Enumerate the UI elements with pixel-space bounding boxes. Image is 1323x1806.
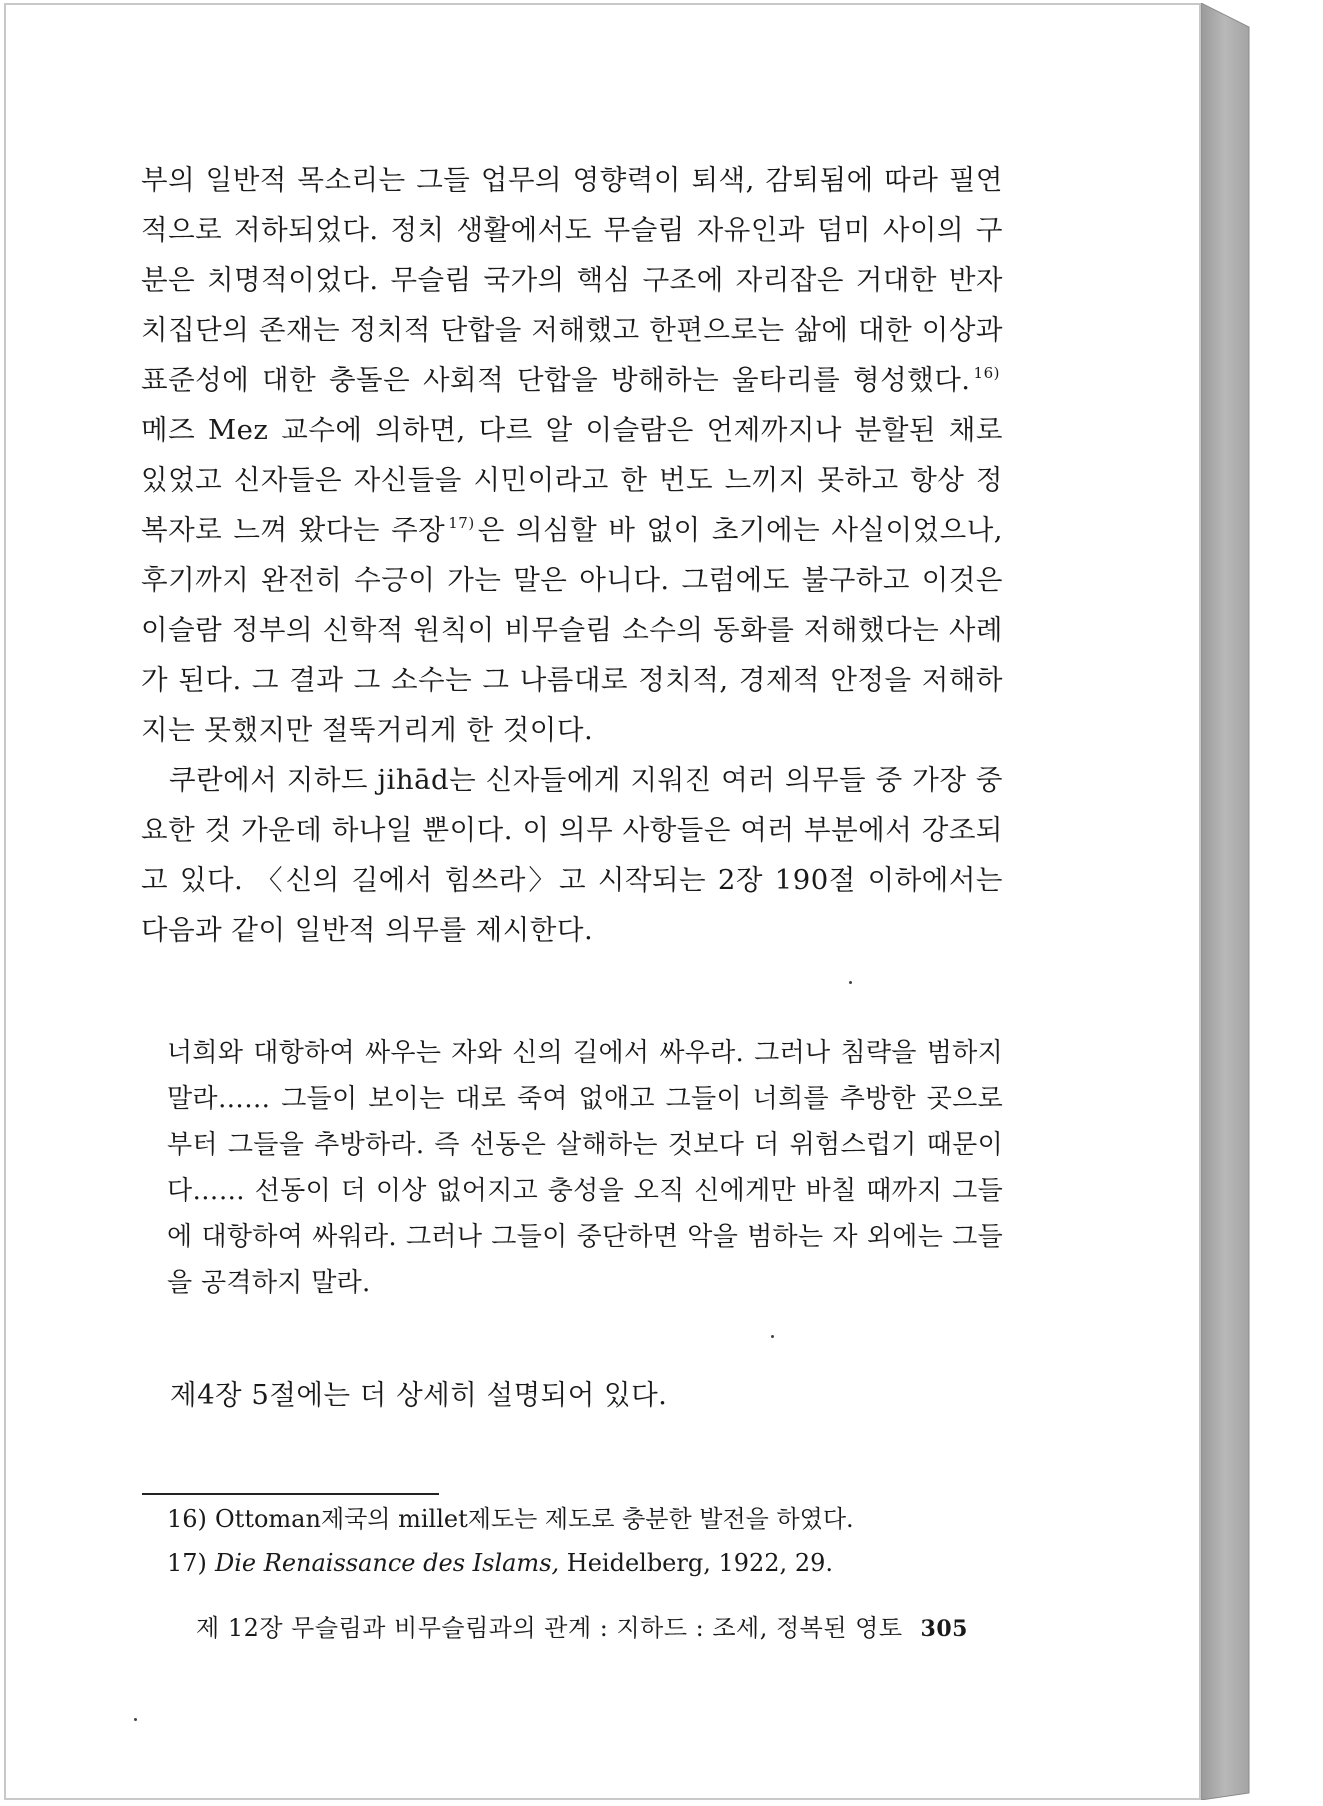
- footnotes: [167, 1497, 1007, 1585]
- paragraph-1-part-a: 부의 일반적 목소리는 그들 업무의 영향력이 퇴색, 감퇴됨에 따라 필연적으로 저하되었다. 정치 생활에서도 무슬림 자유인과 덤미 사이의 구분은 치명적이었다. 무슬림 국가의 핵심 구조에 자리잡은 거대한 반자치집단의 존재는 정치적 단합을 저해했고 한편으로는 삶에 대한 이상과 표준성에 대한 충돌은 사회적 단합을 방해하는 울타리를 형성했다.: [141, 164, 1003, 396]
- paragraph-2: 쿠란에서 지하드 jihād는 신자들에게 지워진 여러 의무들 중 가장 중요한 것 가운데 하나일 뿐이다. 이 의무 사항들은 여러 부분에서 강조되고 있다. 〈신의 길에서 힘쓰라〉고 시작되는 2장 190절 이하에서는 다음과 같이 일반적 의무를 제시한다.: [141, 764, 1003, 946]
- page-edge-3d: [1201, 3, 1253, 1800]
- print-speck: [849, 981, 852, 984]
- paragraph-1-part-c: 은 의심할 바 없이 초기에는 사실이었으나, 후기까지 완전히 수긍이 가는 말은 아니다. 그럼에도 불구하고 이것은 이슬람 정부의 신학적 원칙이 비무슬림 소수의 동화를 저해했다는 사례가 된다. 그 결과 그 소수는 그 나름대로 정치적, 경제적 안정을 저해하지는 못했지만 절뚝거리게 한 것이다.: [141, 514, 1003, 746]
- footnote-17: [167, 1541, 1007, 1585]
- footnote-text: Heidelberg, 1922, 29.: [559, 1549, 833, 1577]
- footnote-16: [167, 1497, 1007, 1541]
- main-text: [141, 155, 1003, 955]
- running-footer: [196, 1608, 996, 1643]
- block-quote: 너희와 대항하여 싸우는 자와 신의 길에서 싸우라. 그러나 침략을 범하지 말라…… 그들이 보이는 대로 죽여 없애고 그들이 너희를 추방한 곳으로부터 그들을 추방하라. 즉 선동은 살해하는 것보다 더 위험스럽기 때문이다…… 선동이 더 이상 없어지고 충성을 오직 신에게만 바칠 때까지 그들에 대항하여 싸워라. 그러나 그들이 중단하면 악을 범하는 자 외에는 그들을 공격하지 말라.: [167, 1038, 1003, 1298]
- print-speck: [134, 1718, 137, 1721]
- paragraph-3: 제4장 5절에는 더 상세히 설명되어 있다.: [170, 1379, 668, 1411]
- footnote-number: 16): [167, 1505, 207, 1533]
- running-title: 제 12장 무슬림과 비무슬림과의 관계 : 지하드 : 조세, 정복된 영토: [196, 1614, 903, 1642]
- print-speck: [771, 1335, 774, 1338]
- paragraph-1-part-b: 메즈 Mez 교수에 의하면, 다르 알 이슬람은 언제까지나 분할된 채로 있었고 신자들은 자신들을 시민이라고 한 번도 느끼지 못하고 항상 정복자로 느껴 왔다는 주장: [141, 414, 1003, 546]
- footnote-divider: [142, 1493, 439, 1495]
- footnote-book-title: Die Renaissance des Islams,: [215, 1549, 560, 1577]
- footnote-ref-16: 16): [973, 364, 1000, 382]
- paragraph-1: [141, 155, 1003, 755]
- footnote-ref-17: 17): [448, 514, 475, 532]
- page-number: 305: [920, 1616, 968, 1642]
- footnote-text: Ottoman제국의 millet제도는 제도로 충분한 발전을 하였다.: [215, 1505, 854, 1533]
- footnote-number: 17): [167, 1549, 207, 1577]
